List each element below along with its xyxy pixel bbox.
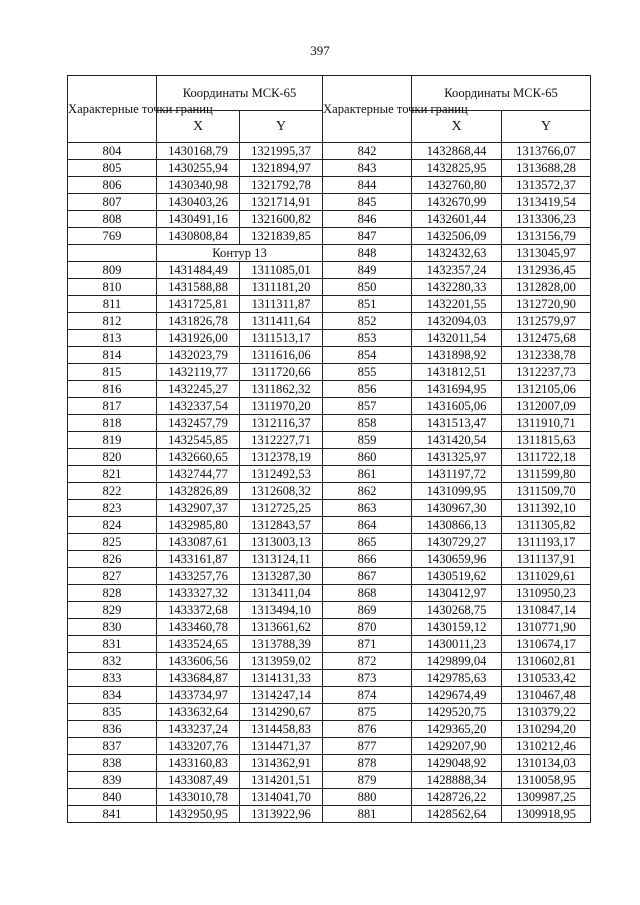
y-coordinate-cell: 1311509,70 <box>502 483 591 500</box>
x-coordinate-cell: 1433460,78 <box>157 619 240 636</box>
table-row <box>68 160 591 177</box>
point-number-cell: 866 <box>323 551 412 568</box>
table-row <box>68 347 591 364</box>
header-y-right: Y <box>502 111 591 143</box>
y-coordinate-cell: 1312828,00 <box>502 279 591 296</box>
table-row <box>68 364 591 381</box>
table-row <box>68 653 591 670</box>
x-coordinate-cell: 1431812,51 <box>412 364 502 381</box>
x-coordinate-cell: 1431826,78 <box>157 313 240 330</box>
table-row <box>68 177 591 194</box>
point-number-cell: 865 <box>323 534 412 551</box>
table-row <box>68 534 591 551</box>
point-number-cell: 831 <box>68 636 157 653</box>
point-number-cell: 826 <box>68 551 157 568</box>
x-coordinate-cell: 1433207,76 <box>157 738 240 755</box>
x-coordinate-cell: 1429048,92 <box>412 755 502 772</box>
x-coordinate-cell: 1433010,78 <box>157 789 240 806</box>
x-coordinate-cell: 1428726,22 <box>412 789 502 806</box>
point-number-cell: 847 <box>323 228 412 245</box>
x-coordinate-cell: 1430011,23 <box>412 636 502 653</box>
y-coordinate-cell: 1313661,62 <box>240 619 323 636</box>
y-coordinate-cell: 1312116,37 <box>240 415 323 432</box>
x-coordinate-cell: 1432357,24 <box>412 262 502 279</box>
point-number-cell: 832 <box>68 653 157 670</box>
point-number-cell: 856 <box>323 381 412 398</box>
y-coordinate-cell: 1314247,14 <box>240 687 323 704</box>
header-point-column-right: Характерные точки границ <box>323 76 412 143</box>
x-coordinate-cell: 1430519,62 <box>412 568 502 585</box>
table-row <box>68 517 591 534</box>
table-row <box>68 313 591 330</box>
x-coordinate-cell: 1433524,65 <box>157 636 240 653</box>
y-coordinate-cell: 1312608,32 <box>240 483 323 500</box>
point-number-cell: 878 <box>323 755 412 772</box>
y-coordinate-cell: 1313688,28 <box>502 160 591 177</box>
x-coordinate-cell: 1432670,99 <box>412 194 502 211</box>
x-coordinate-cell: 1433606,56 <box>157 653 240 670</box>
point-number-cell: 811 <box>68 296 157 313</box>
table-row <box>68 602 591 619</box>
y-coordinate-cell: 1321714,91 <box>240 194 323 211</box>
point-number-cell: 852 <box>323 313 412 330</box>
table-row <box>68 738 591 755</box>
point-number-cell: 854 <box>323 347 412 364</box>
x-coordinate-cell: 1432280,33 <box>412 279 502 296</box>
y-coordinate-cell: 1312227,71 <box>240 432 323 449</box>
table-row <box>68 466 591 483</box>
table-row <box>68 330 591 347</box>
x-coordinate-cell: 1433632,64 <box>157 704 240 721</box>
point-number-cell: 836 <box>68 721 157 738</box>
x-coordinate-cell: 1430491,16 <box>157 211 240 228</box>
x-coordinate-cell: 1431325,97 <box>412 449 502 466</box>
point-number-cell: 861 <box>323 466 412 483</box>
point-number-cell: 860 <box>323 449 412 466</box>
point-number-cell: 841 <box>68 806 157 823</box>
point-number-cell: 837 <box>68 738 157 755</box>
x-coordinate-cell: 1432601,44 <box>412 211 502 228</box>
y-coordinate-cell: 1310674,17 <box>502 636 591 653</box>
y-coordinate-cell: 1314131,33 <box>240 670 323 687</box>
x-coordinate-cell: 1429674,49 <box>412 687 502 704</box>
y-coordinate-cell: 1311311,87 <box>240 296 323 313</box>
y-coordinate-cell: 1321600,82 <box>240 211 323 228</box>
point-number-cell: 874 <box>323 687 412 704</box>
x-coordinate-cell: 1432825,95 <box>412 160 502 177</box>
table-row <box>68 772 591 789</box>
x-coordinate-cell: 1431898,92 <box>412 347 502 364</box>
x-coordinate-cell: 1430159,12 <box>412 619 502 636</box>
coordinates-table <box>67 75 591 823</box>
x-coordinate-cell: 1433684,87 <box>157 670 240 687</box>
y-coordinate-cell: 1309918,95 <box>502 806 591 823</box>
x-coordinate-cell: 1432985,80 <box>157 517 240 534</box>
point-number-cell: 827 <box>68 568 157 585</box>
point-number-cell: 830 <box>68 619 157 636</box>
point-number-cell: 844 <box>323 177 412 194</box>
point-number-cell: 809 <box>68 262 157 279</box>
point-number-cell: 839 <box>68 772 157 789</box>
y-coordinate-cell: 1313287,30 <box>240 568 323 585</box>
y-coordinate-cell: 1312492,53 <box>240 466 323 483</box>
point-number-cell: 864 <box>323 517 412 534</box>
x-coordinate-cell: 1433257,76 <box>157 568 240 585</box>
y-coordinate-cell: 1310533,42 <box>502 670 591 687</box>
header-x-right: X <box>412 111 502 143</box>
x-coordinate-cell: 1433372,68 <box>157 602 240 619</box>
x-coordinate-cell: 1432245,27 <box>157 381 240 398</box>
y-coordinate-cell: 1311720,66 <box>240 364 323 381</box>
point-number-cell: 808 <box>68 211 157 228</box>
table-row <box>68 194 591 211</box>
y-coordinate-cell: 1311137,91 <box>502 551 591 568</box>
y-coordinate-cell: 1311722,18 <box>502 449 591 466</box>
point-number-cell: 858 <box>323 415 412 432</box>
x-coordinate-cell: 1429899,04 <box>412 653 502 670</box>
point-number-cell: 829 <box>68 602 157 619</box>
table-row <box>68 670 591 687</box>
point-number-cell: 840 <box>68 789 157 806</box>
y-coordinate-cell: 1310134,03 <box>502 755 591 772</box>
y-coordinate-cell: 1314290,67 <box>240 704 323 721</box>
y-coordinate-cell: 1313788,39 <box>240 636 323 653</box>
contour-blank-cell <box>68 245 157 262</box>
x-coordinate-cell: 1429207,90 <box>412 738 502 755</box>
y-coordinate-cell: 1313045,97 <box>502 245 591 262</box>
y-coordinate-cell: 1310950,23 <box>502 585 591 602</box>
y-coordinate-cell: 1311181,20 <box>240 279 323 296</box>
point-number-cell: 849 <box>323 262 412 279</box>
table-body <box>68 143 591 823</box>
table-row <box>68 568 591 585</box>
x-coordinate-cell: 1429785,63 <box>412 670 502 687</box>
point-number-cell: 838 <box>68 755 157 772</box>
x-coordinate-cell: 1430729,27 <box>412 534 502 551</box>
x-coordinate-cell: 1432337,54 <box>157 398 240 415</box>
x-coordinate-cell: 1433161,87 <box>157 551 240 568</box>
table-row <box>68 228 591 245</box>
x-coordinate-cell: 1430659,96 <box>412 551 502 568</box>
y-coordinate-cell: 1311910,71 <box>502 415 591 432</box>
header-coords-group-left: Координаты МСК-65 <box>157 76 323 111</box>
table-row <box>68 415 591 432</box>
x-coordinate-cell: 1432201,55 <box>412 296 502 313</box>
x-coordinate-cell: 1429365,20 <box>412 721 502 738</box>
point-number-cell: 843 <box>323 160 412 177</box>
y-coordinate-cell: 1321995,37 <box>240 143 323 160</box>
table-row <box>68 551 591 568</box>
point-number-cell: 879 <box>323 772 412 789</box>
y-coordinate-cell: 1312007,09 <box>502 398 591 415</box>
point-number-cell: 820 <box>68 449 157 466</box>
y-coordinate-cell: 1311616,06 <box>240 347 323 364</box>
y-coordinate-cell: 1314362,91 <box>240 755 323 772</box>
point-number-cell: 853 <box>323 330 412 347</box>
x-coordinate-cell: 1431725,81 <box>157 296 240 313</box>
x-coordinate-cell: 1431694,95 <box>412 381 502 398</box>
point-number-cell: 873 <box>323 670 412 687</box>
point-number-cell: 862 <box>323 483 412 500</box>
x-coordinate-cell: 1432094,03 <box>412 313 502 330</box>
table-row <box>68 704 591 721</box>
point-number-cell: 870 <box>323 619 412 636</box>
point-number-cell: 875 <box>323 704 412 721</box>
x-coordinate-cell: 1432826,89 <box>157 483 240 500</box>
y-coordinate-cell: 1311305,82 <box>502 517 591 534</box>
table-row <box>68 296 591 313</box>
table-row <box>68 143 591 160</box>
x-coordinate-cell: 1433237,24 <box>157 721 240 738</box>
y-coordinate-cell: 1311392,10 <box>502 500 591 517</box>
point-number-cell: 817 <box>68 398 157 415</box>
y-coordinate-cell: 1313156,79 <box>502 228 591 245</box>
x-coordinate-cell: 1430168,79 <box>157 143 240 160</box>
x-coordinate-cell: 1430866,13 <box>412 517 502 534</box>
y-coordinate-cell: 1312725,25 <box>240 500 323 517</box>
y-coordinate-cell: 1310467,48 <box>502 687 591 704</box>
y-coordinate-cell: 1311513,17 <box>240 330 323 347</box>
point-number-cell: 815 <box>68 364 157 381</box>
x-coordinate-cell: 1430340,98 <box>157 177 240 194</box>
point-number-cell: 823 <box>68 500 157 517</box>
point-number-cell: 814 <box>68 347 157 364</box>
y-coordinate-cell: 1311029,61 <box>502 568 591 585</box>
table-row <box>68 432 591 449</box>
contour-label: Контур 13 <box>157 245 323 262</box>
y-coordinate-cell: 1310212,46 <box>502 738 591 755</box>
header-x-left: X <box>157 111 240 143</box>
y-coordinate-cell: 1311411,64 <box>240 313 323 330</box>
point-number-cell: 871 <box>323 636 412 653</box>
y-coordinate-cell: 1321839,85 <box>240 228 323 245</box>
y-coordinate-cell: 1313306,23 <box>502 211 591 228</box>
x-coordinate-cell: 1430403,26 <box>157 194 240 211</box>
point-number-cell: 880 <box>323 789 412 806</box>
y-coordinate-cell: 1312579,97 <box>502 313 591 330</box>
point-number-cell: 816 <box>68 381 157 398</box>
y-coordinate-cell: 1311193,17 <box>502 534 591 551</box>
y-coordinate-cell: 1312237,73 <box>502 364 591 381</box>
point-number-cell: 851 <box>323 296 412 313</box>
table-row <box>68 211 591 228</box>
x-coordinate-cell: 1428888,34 <box>412 772 502 789</box>
y-coordinate-cell: 1321894,97 <box>240 160 323 177</box>
table-row <box>68 721 591 738</box>
x-coordinate-cell: 1431197,72 <box>412 466 502 483</box>
point-number-cell: 819 <box>68 432 157 449</box>
x-coordinate-cell: 1432432,63 <box>412 245 502 262</box>
point-number-cell: 855 <box>323 364 412 381</box>
table-header <box>68 76 591 143</box>
y-coordinate-cell: 1310294,20 <box>502 721 591 738</box>
y-coordinate-cell: 1314471,37 <box>240 738 323 755</box>
x-coordinate-cell: 1433734,97 <box>157 687 240 704</box>
x-coordinate-cell: 1430808,84 <box>157 228 240 245</box>
x-coordinate-cell: 1432457,79 <box>157 415 240 432</box>
table-row <box>68 262 591 279</box>
y-coordinate-cell: 1312720,90 <box>502 296 591 313</box>
y-coordinate-cell: 1312936,45 <box>502 262 591 279</box>
x-coordinate-cell: 1432760,80 <box>412 177 502 194</box>
point-number-cell: 863 <box>323 500 412 517</box>
table-row <box>68 398 591 415</box>
y-coordinate-cell: 1313124,11 <box>240 551 323 568</box>
point-number-cell: 825 <box>68 534 157 551</box>
x-coordinate-cell: 1433087,49 <box>157 772 240 789</box>
x-coordinate-cell: 1432744,77 <box>157 466 240 483</box>
x-coordinate-cell: 1430967,30 <box>412 500 502 517</box>
point-number-cell: 842 <box>323 143 412 160</box>
y-coordinate-cell: 1309987,25 <box>502 789 591 806</box>
y-coordinate-cell: 1310602,81 <box>502 653 591 670</box>
point-number-cell: 824 <box>68 517 157 534</box>
table-row <box>68 449 591 466</box>
point-number-cell: 845 <box>323 194 412 211</box>
y-coordinate-cell: 1313003,13 <box>240 534 323 551</box>
point-number-cell: 828 <box>68 585 157 602</box>
y-coordinate-cell: 1311970,20 <box>240 398 323 415</box>
y-coordinate-cell: 1312843,57 <box>240 517 323 534</box>
y-coordinate-cell: 1321792,78 <box>240 177 323 194</box>
page-number: 397 <box>310 43 330 58</box>
y-coordinate-cell: 1313494,10 <box>240 602 323 619</box>
point-number-cell: 859 <box>323 432 412 449</box>
point-number-cell: 805 <box>68 160 157 177</box>
point-number-cell: 857 <box>323 398 412 415</box>
point-number-cell: 881 <box>323 806 412 823</box>
y-coordinate-cell: 1313411,04 <box>240 585 323 602</box>
x-coordinate-cell: 1431605,06 <box>412 398 502 415</box>
y-coordinate-cell: 1310379,22 <box>502 704 591 721</box>
y-coordinate-cell: 1312475,68 <box>502 330 591 347</box>
x-coordinate-cell: 1432011,54 <box>412 330 502 347</box>
x-coordinate-cell: 1433160,83 <box>157 755 240 772</box>
point-number-cell: 812 <box>68 313 157 330</box>
header-y-left: Y <box>240 111 323 143</box>
y-coordinate-cell: 1314458,83 <box>240 721 323 738</box>
x-coordinate-cell: 1431420,54 <box>412 432 502 449</box>
y-coordinate-cell: 1313419,54 <box>502 194 591 211</box>
x-coordinate-cell: 1432506,09 <box>412 228 502 245</box>
table-row <box>68 585 591 602</box>
table-row <box>68 806 591 823</box>
point-number-cell: 850 <box>323 279 412 296</box>
point-number-cell: 813 <box>68 330 157 347</box>
y-coordinate-cell: 1311862,32 <box>240 381 323 398</box>
y-coordinate-cell: 1311815,63 <box>502 432 591 449</box>
y-coordinate-cell: 1312378,19 <box>240 449 323 466</box>
y-coordinate-cell: 1310771,90 <box>502 619 591 636</box>
y-coordinate-cell: 1312338,78 <box>502 347 591 364</box>
x-coordinate-cell: 1432545,85 <box>157 432 240 449</box>
point-number-cell: 869 <box>323 602 412 619</box>
point-number-cell: 876 <box>323 721 412 738</box>
x-coordinate-cell: 1432023,79 <box>157 347 240 364</box>
x-coordinate-cell: 1432907,37 <box>157 500 240 517</box>
point-number-cell: 806 <box>68 177 157 194</box>
point-number-cell: 818 <box>68 415 157 432</box>
x-coordinate-cell: 1431926,00 <box>157 330 240 347</box>
y-coordinate-cell: 1311085,01 <box>240 262 323 279</box>
x-coordinate-cell: 1432868,44 <box>412 143 502 160</box>
table-row <box>68 381 591 398</box>
table-row <box>68 687 591 704</box>
point-number-cell: 868 <box>323 585 412 602</box>
x-coordinate-cell: 1431513,47 <box>412 415 502 432</box>
point-number-cell: 834 <box>68 687 157 704</box>
table-row <box>68 636 591 653</box>
table-row <box>68 483 591 500</box>
point-number-cell: 867 <box>323 568 412 585</box>
x-coordinate-cell: 1431588,88 <box>157 279 240 296</box>
x-coordinate-cell: 1432660,65 <box>157 449 240 466</box>
point-number-cell: 769 <box>68 228 157 245</box>
table-row <box>68 279 591 296</box>
x-coordinate-cell: 1431484,49 <box>157 262 240 279</box>
point-number-cell: 835 <box>68 704 157 721</box>
point-number-cell: 848 <box>323 245 412 262</box>
point-number-cell: 833 <box>68 670 157 687</box>
y-coordinate-cell: 1312105,06 <box>502 381 591 398</box>
y-coordinate-cell: 1314201,51 <box>240 772 323 789</box>
table-row <box>68 755 591 772</box>
point-number-cell: 877 <box>323 738 412 755</box>
point-number-cell: 872 <box>323 653 412 670</box>
x-coordinate-cell: 1432119,77 <box>157 364 240 381</box>
x-coordinate-cell: 1428562,64 <box>412 806 502 823</box>
y-coordinate-cell: 1313766,07 <box>502 143 591 160</box>
x-coordinate-cell: 1430412,97 <box>412 585 502 602</box>
table-row <box>68 245 591 262</box>
y-coordinate-cell: 1311599,80 <box>502 466 591 483</box>
y-coordinate-cell: 1310058,95 <box>502 772 591 789</box>
x-coordinate-cell: 1431099,95 <box>412 483 502 500</box>
point-number-cell: 822 <box>68 483 157 500</box>
table-row <box>68 619 591 636</box>
x-coordinate-cell: 1429520,75 <box>412 704 502 721</box>
point-number-cell: 821 <box>68 466 157 483</box>
x-coordinate-cell: 1433327,32 <box>157 585 240 602</box>
y-coordinate-cell: 1310847,14 <box>502 602 591 619</box>
x-coordinate-cell: 1433087,61 <box>157 534 240 551</box>
point-number-cell: 807 <box>68 194 157 211</box>
point-number-cell: 804 <box>68 143 157 160</box>
y-coordinate-cell: 1314041,70 <box>240 789 323 806</box>
point-number-cell: 810 <box>68 279 157 296</box>
x-coordinate-cell: 1430255,94 <box>157 160 240 177</box>
x-coordinate-cell: 1430268,75 <box>412 602 502 619</box>
y-coordinate-cell: 1313572,37 <box>502 177 591 194</box>
header-coords-group-right: Координаты МСК-65 <box>412 76 591 111</box>
y-coordinate-cell: 1313922,96 <box>240 806 323 823</box>
header-point-column-left: Характерные точки границ <box>68 76 157 143</box>
table-row <box>68 500 591 517</box>
x-coordinate-cell: 1432950,95 <box>157 806 240 823</box>
table-row <box>68 789 591 806</box>
y-coordinate-cell: 1313959,02 <box>240 653 323 670</box>
point-number-cell: 846 <box>323 211 412 228</box>
